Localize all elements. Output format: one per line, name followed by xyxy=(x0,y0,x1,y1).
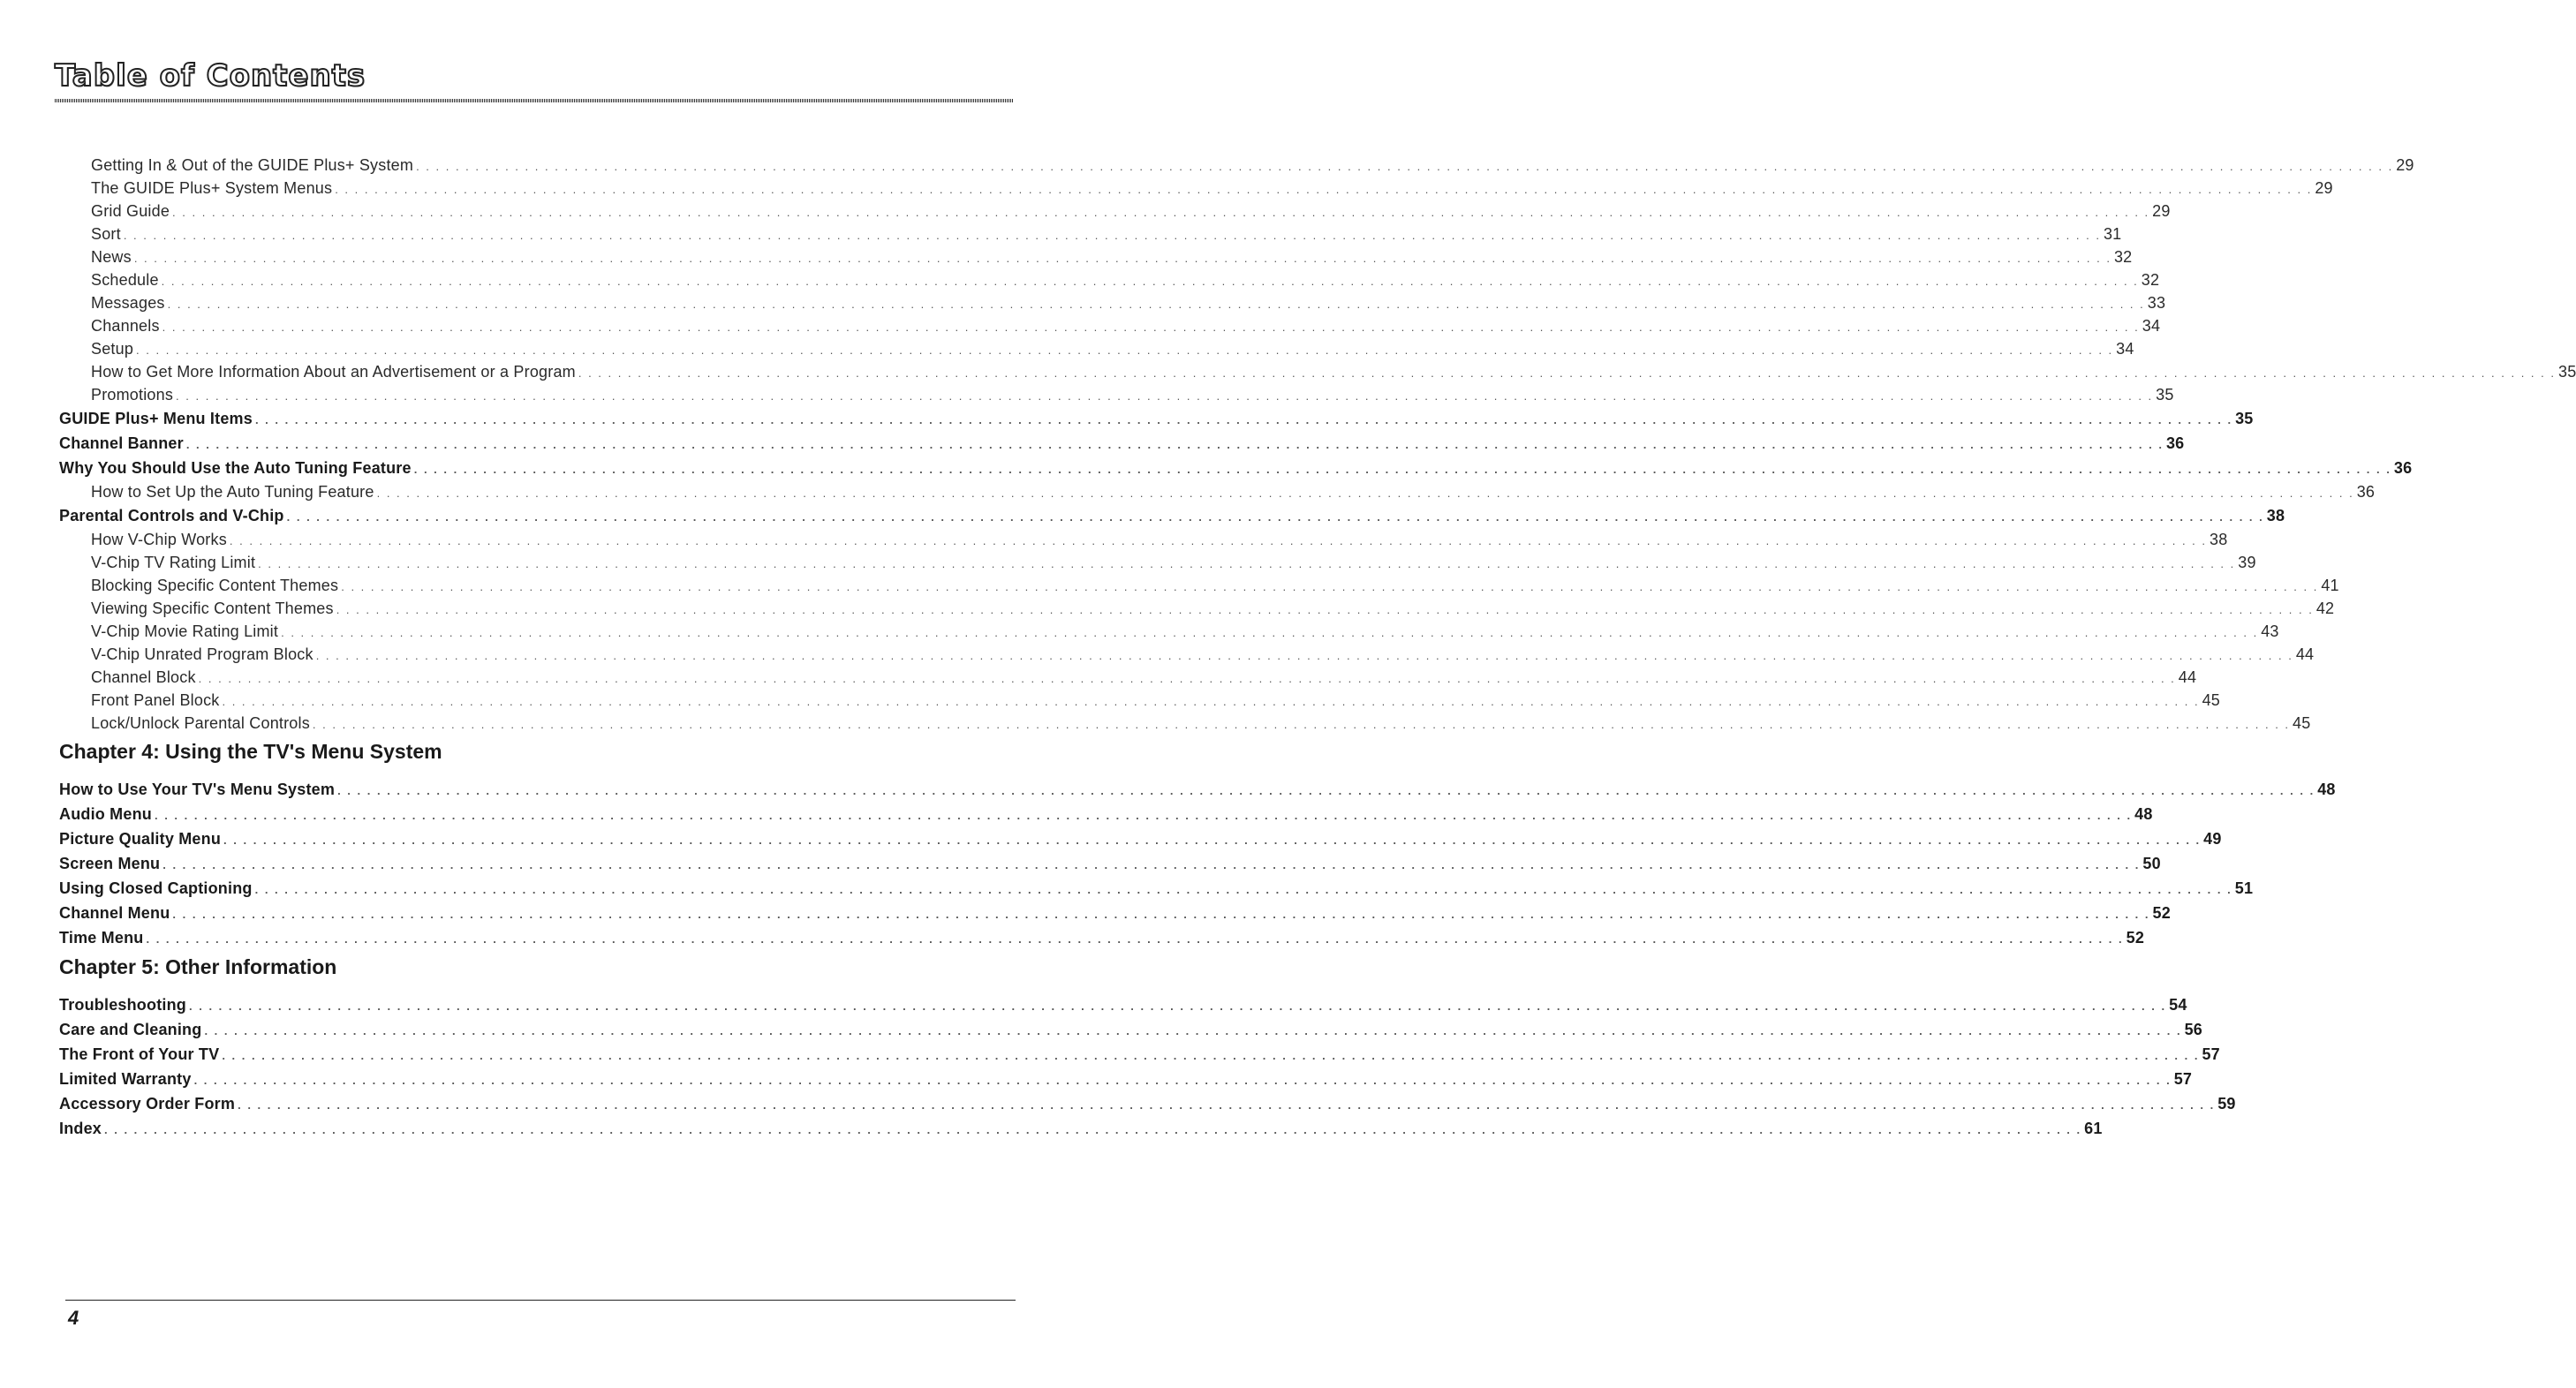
title-divider xyxy=(55,99,1013,102)
toc-entry-page: 43 xyxy=(2261,622,2279,640)
toc-entry-page: 32 xyxy=(2141,271,2160,289)
dot-leader: . . . . . . . . . . . . . . . . . . . . . . . . . . . . . . . . . . . . . . . . . . . . . . . . . . . . . . . . . . . . . . . . . . . . . . . . . . . . . . . . . . . . . . . . . . . . . . . . . . . . . . . . . . . . . . . . . . . . . . . . . . . . . . . . . . . . . . . . . . . . . . . . . . . . . . . . . . . . . . . . . . . . . . . . . . . . . . . . . . . . . . . . . . . . . . . . . . . . . . . . xyxy=(258,557,2236,570)
toc-entry-label: Grid Guide xyxy=(91,202,170,220)
toc-entry-label: Schedule xyxy=(91,271,159,289)
toc-entry-label: How to Get More Information About an Advertisement or a Program xyxy=(91,363,576,381)
toc-entry[interactable] xyxy=(59,1067,2193,1091)
toc-entry[interactable] xyxy=(59,154,2414,177)
toc-entry[interactable] xyxy=(59,456,2413,480)
page-title: Table of Contents xyxy=(55,58,366,94)
dot-leader: . . . . . . . . . . . . . . . . . . . . . . . . . . . . . . . . . . . . . . . . . . . . . . . . . . . . . . . . . . . . . . . . . . . . . . . . . . . . . . . . . . . . . . . . . . . . . . . . . . . . . . . . . . . . . . . . . . . . . . . . . . . . . . . . . . . . . . . . . . . . . . . . . . . . . . . . . . . . . . . . . . . . . . . . . . . . . . . . . . . . . . . . . . . . . . . . . . . . . . . . xyxy=(176,389,2154,403)
toc-entry-label: Messages xyxy=(91,294,165,312)
toc-entry-label: Sort xyxy=(91,225,121,243)
toc-entry-page: 35 xyxy=(2557,363,2576,381)
dot-leader: . . . . . . . . . . . . . . . . . . . . . . . . . . . . . . . . . . . . . . . . . . . . . . . . . . . . . . . . . . . . . . . . . . . . . . . . . . . . . . . . . . . . . . . . . . . . . . . . . . . . . . . . . . . . . . . . . . . . . . . . . . . . . . . . . . . . . . . . . . . . . . . . . . . . . . . . . . . . . . . . . . . . . . . . . . . . . . . . . . . . . . . . . . . . . . . . . . . . . . . . xyxy=(341,580,2319,593)
toc-entry-page: 38 xyxy=(2266,507,2285,524)
toc-entry-label: Accessory Order Form xyxy=(59,1095,236,1113)
toc-entry-label: News xyxy=(91,248,132,266)
chapter-heading: Chapter 4: Using the TV's Menu System xyxy=(59,740,442,763)
toc-entry-label: V-Chip Unrated Program Block xyxy=(91,645,314,663)
dot-leader: . . . . . . . . . . . . . . . . . . . . . . . . . . . . . . . . . . . . . . . . . . . . . . . . . . . . . . . . . . . . . . . . . . . . . . . . . . . . . . . . . . . . . . . . . . . . . . . . . . . . . . . . . . . . . . . . . . . . . . . . . . . . . . . . . . . . . . . . . . . . . . . . . . . . . . . . . . . . . . . . . . . . . . . . . . . . . . . . . . . . . . . . . . . . . . . . . . . . . . . . xyxy=(198,672,2176,685)
toc-entry-label: V-Chip TV Rating Limit xyxy=(91,554,256,571)
dot-leader: . . . . . . . . . . . . . . . . . . . . . . . . . . . . . . . . . . . . . . . . . . . . . . . . . . . . . . . . . . . . . . . . . . . . . . . . . . . . . . . . . . . . . . . . . . . . . . . . . . . . . . . . . . . . . . . . . . . . . . . . . . . . . . . . . . . . . . . . . . . . . . . . . . . . . . . . . . . . . . . . . . . . . . . . . . . . . . . . . . . . . . . . . . . . . . . . . . . . . . . . xyxy=(238,1098,2216,1112)
toc-entry[interactable] xyxy=(59,200,2171,223)
dot-leader: . . . . . . . . . . . . . . . . . . . . . . . . . . . . . . . . . . . . . . . . . . . . . . . . . . . . . . . . . . . . . . . . . . . . . . . . . . . . . . . . . . . . . . . . . . . . . . . . . . . . . . . . . . . . . . . . . . . . . . . . . . . . . . . . . . . . . . . . . . . . . . . . . . . . . . . . . . . . . . . . . . . . . . . . . . . . . . . . . . . . . . . . . . . . . . . . . . . . . . . . xyxy=(376,487,2354,500)
toc-entry[interactable] xyxy=(59,777,2336,802)
toc-entry-page: 49 xyxy=(2203,830,2222,848)
toc-entry-page: 31 xyxy=(2103,225,2122,243)
toc-entry-label: GUIDE Plus+ Menu Items xyxy=(59,410,253,427)
toc-entry-page: 51 xyxy=(2234,879,2254,897)
toc-entry-label: How to Use Your TV's Menu System xyxy=(59,781,336,798)
toc-entry-label: Front Panel Block xyxy=(91,691,220,709)
dot-leader: . . . . . . . . . . . . . . . . . . . . . . . . . . . . . . . . . . . . . . . . . . . . . . . . . . . . . . . . . . . . . . . . . . . . . . . . . . . . . . . . . . . . . . . . . . . . . . . . . . . . . . . . . . . . . . . . . . . . . . . . . . . . . . . . . . . . . . . . . . . . . . . . . . . . . . . . . . . . . . . . . . . . . . . . . . . . . . . . . . . . . . . . . . . . . . . . . . . . . . . . xyxy=(162,321,2140,334)
toc-entry-page: 45 xyxy=(2202,691,2221,709)
toc-entry[interactable] xyxy=(59,689,2221,712)
toc-entry[interactable] xyxy=(59,992,2187,1017)
toc-entry-page: 52 xyxy=(2152,904,2171,922)
toc-entry[interactable] xyxy=(59,383,2174,406)
toc-entry-label: The Front of Your TV xyxy=(59,1045,220,1063)
toc-entry[interactable] xyxy=(59,291,2166,314)
toc-entry-label: Blocking Specific Content Themes xyxy=(91,577,339,594)
toc-entry-label: Care and Cleaning xyxy=(59,1021,202,1038)
toc-entry-label: Time Menu xyxy=(59,929,144,947)
toc-entry-label: Channel Menu xyxy=(59,904,170,922)
toc-entry[interactable] xyxy=(59,901,2171,925)
toc-entry-label: The GUIDE Plus+ System Menus xyxy=(91,179,333,197)
toc-entry[interactable] xyxy=(59,406,2254,431)
dot-leader: . . . . . . . . . . . . . . . . . . . . . . . . . . . . . . . . . . . . . . . . . . . . . . . . . . . . . . . . . . . . . . . . . . . . . . . . . . . . . . . . . . . . . . . . . . . . . . . . . . . . . . . . . . . . . . . . . . . . . . . . . . . . . . . . . . . . . . . . . . . . . . . . . . . . . . . . . . . . . . . . . . . . . . . . . . . . . . . . . . . . . . . . . . . . . . . . . . . . . . . . xyxy=(337,784,2315,797)
toc-entry[interactable] xyxy=(59,643,2315,666)
toc-entry[interactable] xyxy=(59,431,2185,456)
dot-leader: . . . . . . . . . . . . . . . . . . . . . . . . . . . . . . . . . . . . . . . . . . . . . . . . . . . . . . . . . . . . . . . . . . . . . . . . . . . . . . . . . . . . . . . . . . . . . . . . . . . . . . . . . . . . . . . . . . . . . . . . . . . . . . . . . . . . . . . . . . . . . . . . . . . . . . . . . . . . . . . . . . . . . . . . . . . . . . . . . . . . . . . . . . . . . . . . . . . . . . . . xyxy=(189,1000,2167,1013)
toc-entry[interactable] xyxy=(59,851,2161,876)
toc-entry-page: 39 xyxy=(2238,554,2256,571)
dot-leader: . . . . . . . . . . . . . . . . . . . . . . . . . . . . . . . . . . . . . . . . . . . . . . . . . . . . . . . . . . . . . . . . . . . . . . . . . . . . . . . . . . . . . . . . . . . . . . . . . . . . . . . . . . . . . . . . . . . . . . . . . . . . . . . . . . . . . . . . . . . . . . . . . . . . . . . . . . . . . . . . . . . . . . . . . . . . . . . . . . . . . . . . . . . . . . . . . . . . . . . . xyxy=(312,718,2291,731)
toc-entry-label: Limited Warranty xyxy=(59,1070,192,1088)
toc-entry-label: V-Chip Movie Rating Limit xyxy=(91,622,279,640)
toc-entry-page: 33 xyxy=(2147,294,2166,312)
dot-leader: . . . . . . . . . . . . . . . . . . . . . . . . . . . . . . . . . . . . . . . . . . . . . . . . . . . . . . . . . . . . . . . . . . . . . . . . . . . . . . . . . . . . . . . . . . . . . . . . . . . . . . . . . . . . . . . . . . . . . . . . . . . . . . . . . . . . . . . . . . . . . . . . . . . . . . . . . . . . . . . . . . . . . . . . . . . . . . . . . . . . . . . . . . . . . . . . . . . . . . . . xyxy=(136,343,2114,357)
toc-entry-label: Channel Block xyxy=(91,668,196,686)
dot-leader: . . . . . . . . . . . . . . . . . . . . . . . . . . . . . . . . . . . . . . . . . . . . . . . . . . . . . . . . . . . . . . . . . . . . . . . . . . . . . . . . . . . . . . . . . . . . . . . . . . . . . . . . . . . . . . . . . . . . . . . . . . . . . . . . . . . . . . . . . . . . . . . . . . . . . . . . . . . . . . . . . . . . . . . . . . . . . . . . . . . . . . . . . . . . . . . . . . . . . . . . xyxy=(146,932,2124,946)
toc-entry-page: 29 xyxy=(2152,202,2171,220)
toc-entry-label: Lock/Unlock Parental Controls xyxy=(91,714,310,732)
toc-entry-page: 57 xyxy=(2202,1045,2220,1063)
dot-leader: . . . . . . . . . . . . . . . . . . . . . . . . . . . . . . . . . . . . . . . . . . . . . . . . . . . . . . . . . . . . . . . . . . . . . . . . . . . . . . . . . . . . . . . . . . . . . . . . . . . . . . . . . . . . . . . . . . . . . . . . . . . . . . . . . . . . . . . . . . . . . . . . . . . . . . . . . . . . . . . . . . . . . . . . . . . . . . . . . . . . . . . . . . . . . . . . . . . . . . . . xyxy=(286,510,2264,524)
toc-entry[interactable] xyxy=(59,574,2339,597)
dot-leader: . . . . . . . . . . . . . . . . . . . . . . . . . . . . . . . . . . . . . . . . . . . . . . . . . . . . . . . . . . . . . . . . . . . . . . . . . . . . . . . . . . . . . . . . . . . . . . . . . . . . . . . . . . . . . . . . . . . . . . . . . . . . . . . . . . . . . . . . . . . . . . . . . . . . . . . . . . . . . . . . . . . . . . . . . . . . . . . . . . . . . . . . . . . . . . . . . . . . . . . . xyxy=(335,183,2313,196)
chapter-heading: Chapter 5: Other Information xyxy=(59,955,337,978)
dot-leader: . . . . . . . . . . . . . . . . . . . . . . . . . . . . . . . . . . . . . . . . . . . . . . . . . . . . . . . . . . . . . . . . . . . . . . . . . . . . . . . . . . . . . . . . . . . . . . . . . . . . . . . . . . . . . . . . . . . . . . . . . . . . . . . . . . . . . . . . . . . . . . . . . . . . . . . . . . . . . . . . . . . . . . . . . . . . . . . . . . . . . . . . . . . . . . . . . . . . . . . . xyxy=(123,229,2101,242)
toc-entry-label: Screen Menu xyxy=(59,855,161,872)
dot-leader: . . . . . . . . . . . . . . . . . . . . . . . . . . . . . . . . . . . . . . . . . . . . . . . . . . . . . . . . . . . . . . . . . . . . . . . . . . . . . . . . . . . . . . . . . . . . . . . . . . . . . . . . . . . . . . . . . . . . . . . . . . . . . . . . . . . . . . . . . . . . . . . . . . . . . . . . . . . . . . . . . . . . . . . . . . . . . . . . . . . . . . . . . . . . . . . . . . . . . . . . xyxy=(254,413,2233,426)
dot-leader: . . . . . . . . . . . . . . . . . . . . . . . . . . . . . . . . . . . . . . . . . . . . . . . . . . . . . . . . . . . . . . . . . . . . . . . . . . . . . . . . . . . . . . . . . . . . . . . . . . . . . . . . . . . . . . . . . . . . . . . . . . . . . . . . . . . . . . . . . . . . . . . . . . . . . . . . . . . . . . . . . . . . . . . . . . . . . . . . . . . . . . . . . . . . . . . . . . . . . . . . xyxy=(578,366,2556,380)
toc-entry[interactable] xyxy=(59,1042,2220,1067)
toc-entry[interactable] xyxy=(59,1091,2236,1116)
toc-entry-label: Using Closed Captioning xyxy=(59,879,253,897)
dot-leader: . . . . . . . . . . . . . . . . . . . . . . . . . . . . . . . . . . . . . . . . . . . . . . . . . . . . . . . . . . . . . . . . . . . . . . . . . . . . . . . . . . . . . . . . . . . . . . . . . . . . . . . . . . . . . . . . . . . . . . . . . . . . . . . . . . . . . . . . . . . . . . . . . . . . . . . . . . . . . . . . . . . . . . . . . . . . . . . . . . . . . . . . . . . . . . . . . . . . . . . . xyxy=(162,858,2141,871)
dot-leader: . . . . . . . . . . . . . . . . . . . . . . . . . . . . . . . . . . . . . . . . . . . . . . . . . . . . . . . . . . . . . . . . . . . . . . . . . . . . . . . . . . . . . . . . . . . . . . . . . . . . . . . . . . . . . . . . . . . . . . . . . . . . . . . . . . . . . . . . . . . . . . . . . . . . . . . . . . . . . . . . . . . . . . . . . . . . . . . . . . . . . . . . . . . . . . . . . . . . . . . . xyxy=(229,534,2208,547)
dot-leader: . . . . . . . . . . . . . . . . . . . . . . . . . . . . . . . . . . . . . . . . . . . . . . . . . . . . . . . . . . . . . . . . . . . . . . . . . . . . . . . . . . . . . . . . . . . . . . . . . . . . . . . . . . . . . . . . . . . . . . . . . . . . . . . . . . . . . . . . . . . . . . . . . . . . . . . . . . . . . . . . . . . . . . . . . . . . . . . . . . . . . . . . . . . . . . . . . . . . . . . . xyxy=(204,1024,2182,1037)
toc-entry[interactable] xyxy=(59,503,2285,528)
toc-entry-label: Why You Should Use the Auto Tuning Feature xyxy=(59,459,412,477)
toc-entry-label: Parental Controls and V-Chip xyxy=(59,507,284,524)
toc-entry[interactable] xyxy=(59,268,2160,291)
dot-leader: . . . . . . . . . . . . . . . . . . . . . . . . . . . . . . . . . . . . . . . . . . . . . . . . . . . . . . . . . . . . . . . . . . . . . . . . . . . . . . . . . . . . . . . . . . . . . . . . . . . . . . . . . . . . . . . . . . . . . . . . . . . . . . . . . . . . . . . . . . . . . . . . . . . . . . . . . . . . . . . . . . . . . . . . . . . . . . . . . . . . . . . . . . . . . . . . . . . . . . . . xyxy=(222,695,2200,708)
toc-entry[interactable] xyxy=(59,802,2153,826)
toc-entry[interactable] xyxy=(59,314,2161,337)
toc-entry-label: Troubleshooting xyxy=(59,996,186,1014)
toc-entry-label: How to Set Up the Auto Tuning Feature xyxy=(91,483,374,501)
dot-leader: . . . . . . . . . . . . . . . . . . . . . . . . . . . . . . . . . . . . . . . . . . . . . . . . . . . . . . . . . . . . . . . . . . . . . . . . . . . . . . . . . . . . . . . . . . . . . . . . . . . . . . . . . . . . . . . . . . . . . . . . . . . . . . . . . . . . . . . . . . . . . . . . . . . . . . . . . . . . . . . . . . . . . . . . . . . . . . . . . . . . . . . . . . . . . . . . . . . . . . . . xyxy=(172,908,2150,921)
toc-entry-page: 36 xyxy=(2165,434,2185,452)
toc-entry-label: How V-Chip Works xyxy=(91,531,227,548)
table-of-contents xyxy=(59,154,2576,1141)
toc-entry-page: 29 xyxy=(2396,156,2414,174)
toc-entry-page: 48 xyxy=(2134,805,2153,823)
toc-entry-page: 34 xyxy=(2142,317,2161,335)
dot-leader: . . . . . . . . . . . . . . . . . . . . . . . . . . . . . . . . . . . . . . . . . . . . . . . . . . . . . . . . . . . . . . . . . . . . . . . . . . . . . . . . . . . . . . . . . . . . . . . . . . . . . . . . . . . . . . . . . . . . . . . . . . . . . . . . . . . . . . . . . . . . . . . . . . . . . . . . . . . . . . . . . . . . . . . . . . . . . . . . . . . . . . . . . . . . . . . . . . . . . . . . xyxy=(167,298,2145,311)
toc-entry[interactable] xyxy=(59,177,2333,200)
dot-leader: . . . . . . . . . . . . . . . . . . . . . . . . . . . . . . . . . . . . . . . . . . . . . . . . . . . . . . . . . . . . . . . . . . . . . . . . . . . . . . . . . . . . . . . . . . . . . . . . . . . . . . . . . . . . . . . . . . . . . . . . . . . . . . . . . . . . . . . . . . . . . . . . . . . . . . . . . . . . . . . . . . . . . . . . . . . . . . . . . . . . . . . . . . . . . . . . . . . . . . . . xyxy=(223,834,2202,847)
toc-entry[interactable] xyxy=(59,360,2576,383)
toc-entry-page: 35 xyxy=(2156,386,2174,404)
toc-entry-page: 57 xyxy=(2173,1070,2193,1088)
toc-entry[interactable] xyxy=(59,480,2376,503)
dot-leader: . . . . . . . . . . . . . . . . . . . . . . . . . . . . . . . . . . . . . . . . . . . . . . . . . . . . . . . . . . . . . . . . . . . . . . . . . . . . . . . . . . . . . . . . . . . . . . . . . . . . . . . . . . . . . . . . . . . . . . . . . . . . . . . . . . . . . . . . . . . . . . . . . . . . . . . . . . . . . . . . . . . . . . . . . . . . . . . . . . . . . . . . . . . . . . . . . . . . . . . . xyxy=(413,463,2391,476)
toc-entry-page: 48 xyxy=(2317,781,2336,798)
toc-entry-label: Channels xyxy=(91,317,160,335)
dot-leader: . . . . . . . . . . . . . . . . . . . . . . . . . . . . . . . . . . . . . . . . . . . . . . . . . . . . . . . . . . . . . . . . . . . . . . . . . . . . . . . . . . . . . . . . . . . . . . . . . . . . . . . . . . . . . . . . . . . . . . . . . . . . . . . . . . . . . . . . . . . . . . . . . . . . . . . . . . . . . . . . . . . . . . . . . . . . . . . . . . . . . . . . . . . . . . . . . . . . . . . . xyxy=(254,883,2232,896)
toc-entry[interactable] xyxy=(59,925,2145,950)
toc-entry-page: 36 xyxy=(2393,459,2413,477)
dot-leader: . . . . . . . . . . . . . . . . . . . . . . . . . . . . . . . . . . . . . . . . . . . . . . . . . . . . . . . . . . . . . . . . . . . . . . . . . . . . . . . . . . . . . . . . . . . . . . . . . . . . . . . . . . . . . . . . . . . . . . . . . . . . . . . . . . . . . . . . . . . . . . . . . . . . . . . . . . . . . . . . . . . . . . . . . . . . . . . . . . . . . . . . . . . . . . . . . . . . . . . . xyxy=(222,1049,2200,1062)
footer-divider xyxy=(65,1300,1016,1301)
toc-entry-page: 36 xyxy=(2356,483,2376,501)
toc-entry-page: 52 xyxy=(2126,929,2145,947)
dot-leader: . . . . . . . . . . . . . . . . . . . . . . . . . . . . . . . . . . . . . . . . . . . . . . . . . . . . . . . . . . . . . . . . . . . . . . . . . . . . . . . . . . . . . . . . . . . . . . . . . . . . . . . . . . . . . . . . . . . . . . . . . . . . . . . . . . . . . . . . . . . . . . . . . . . . . . . . . . . . . . . . . . . . . . . . . . . . . . . . . . . . . . . . . . . . . . . . . . . . . . . . xyxy=(185,438,2164,451)
toc-entry[interactable] xyxy=(59,826,2222,851)
toc-entry[interactable] xyxy=(59,620,2279,643)
toc-entry-page: 44 xyxy=(2178,668,2197,686)
dot-leader: . . . . . . . . . . . . . . . . . . . . . . . . . . . . . . . . . . . . . . . . . . . . . . . . . . . . . . . . . . . . . . . . . . . . . . . . . . . . . . . . . . . . . . . . . . . . . . . . . . . . . . . . . . . . . . . . . . . . . . . . . . . . . . . . . . . . . . . . . . . . . . . . . . . . . . . . . . . . . . . . . . . . . . . . . . . . . . . . . . . . . . . . . . . . . . . . . . . . . . . . xyxy=(416,160,2394,173)
toc-entry[interactable] xyxy=(59,337,2134,360)
toc-entry-page: 44 xyxy=(2295,645,2315,663)
toc-entry-label: Setup xyxy=(91,340,134,358)
toc-entry[interactable] xyxy=(59,528,2228,551)
dot-leader: . . . . . . . . . . . . . . . . . . . . . . . . . . . . . . . . . . . . . . . . . . . . . . . . . . . . . . . . . . . . . . . . . . . . . . . . . . . . . . . . . . . . . . . . . . . . . . . . . . . . . . . . . . . . . . . . . . . . . . . . . . . . . . . . . . . . . . . . . . . . . . . . . . . . . . . . . . . . . . . . . . . . . . . . . . . . . . . . . . . . . . . . . . . . . . . . . . . . . . . . xyxy=(154,809,2133,822)
toc-entry[interactable] xyxy=(59,876,2254,901)
toc-entry-page: 56 xyxy=(2184,1021,2202,1038)
toc-entry[interactable] xyxy=(59,1017,2202,1042)
toc-entry-label: Picture Quality Menu xyxy=(59,830,222,848)
dot-leader: . . . . . . . . . . . . . . . . . . . . . . . . . . . . . . . . . . . . . . . . . . . . . . . . . . . . . . . . . . . . . . . . . . . . . . . . . . . . . . . . . . . . . . . . . . . . . . . . . . . . . . . . . . . . . . . . . . . . . . . . . . . . . . . . . . . . . . . . . . . . . . . . . . . . . . . . . . . . . . . . . . . . . . . . . . . . . . . . . . . . . . . . . . . . . . . . . . . . . . . . xyxy=(104,1123,2082,1136)
toc-entry-page: 41 xyxy=(2321,577,2339,594)
dot-leader: . . . . . . . . . . . . . . . . . . . . . . . . . . . . . . . . . . . . . . . . . . . . . . . . . . . . . . . . . . . . . . . . . . . . . . . . . . . . . . . . . . . . . . . . . . . . . . . . . . . . . . . . . . . . . . . . . . . . . . . . . . . . . . . . . . . . . . . . . . . . . . . . . . . . . . . . . . . . . . . . . . . . . . . . . . . . . . . . . . . . . . . . . . . . . . . . . . . . . . . . xyxy=(161,275,2139,288)
toc-entry-page: 61 xyxy=(2084,1120,2103,1137)
page-number: 4 xyxy=(68,1307,79,1329)
toc-entry-label: Viewing Specific Content Themes xyxy=(91,600,334,617)
toc-entry[interactable] xyxy=(59,551,2256,574)
toc-entry[interactable] xyxy=(59,223,2122,245)
toc-entry-page: 45 xyxy=(2293,714,2311,732)
toc-entry[interactable] xyxy=(59,712,2311,735)
toc-entry-label: Audio Menu xyxy=(59,805,152,823)
toc-entry-page: 59 xyxy=(2217,1095,2236,1113)
dot-leader: . . . . . . . . . . . . . . . . . . . . . . . . . . . . . . . . . . . . . . . . . . . . . . . . . . . . . . . . . . . . . . . . . . . . . . . . . . . . . . . . . . . . . . . . . . . . . . . . . . . . . . . . . . . . . . . . . . . . . . . . . . . . . . . . . . . . . . . . . . . . . . . . . . . . . . . . . . . . . . . . . . . . . . . . . . . . . . . . . . . . . . . . . . . . . . . . . . . . . . . . xyxy=(336,603,2314,616)
toc-entry[interactable] xyxy=(59,597,2335,620)
dot-leader: . . . . . . . . . . . . . . . . . . . . . . . . . . . . . . . . . . . . . . . . . . . . . . . . . . . . . . . . . . . . . . . . . . . . . . . . . . . . . . . . . . . . . . . . . . . . . . . . . . . . . . . . . . . . . . . . . . . . . . . . . . . . . . . . . . . . . . . . . . . . . . . . . . . . . . . . . . . . . . . . . . . . . . . . . . . . . . . . . . . . . . . . . . . . . . . . . . . . . . . . xyxy=(281,626,2259,639)
toc-entry-label: Promotions xyxy=(91,386,174,404)
dot-leader: . . . . . . . . . . . . . . . . . . . . . . . . . . . . . . . . . . . . . . . . . . . . . . . . . . . . . . . . . . . . . . . . . . . . . . . . . . . . . . . . . . . . . . . . . . . . . . . . . . . . . . . . . . . . . . . . . . . . . . . . . . . . . . . . . . . . . . . . . . . . . . . . . . . . . . . . . . . . . . . . . . . . . . . . . . . . . . . . . . . . . . . . . . . . . . . . . . . . . . . . xyxy=(193,1074,2172,1087)
dot-leader: . . . . . . . . . . . . . . . . . . . . . . . . . . . . . . . . . . . . . . . . . . . . . . . . . . . . . . . . . . . . . . . . . . . . . . . . . . . . . . . . . . . . . . . . . . . . . . . . . . . . . . . . . . . . . . . . . . . . . . . . . . . . . . . . . . . . . . . . . . . . . . . . . . . . . . . . . . . . . . . . . . . . . . . . . . . . . . . . . . . . . . . . . . . . . . . . . . . . . . . . xyxy=(315,649,2293,662)
toc-entry-label: Channel Banner xyxy=(59,434,184,452)
dot-leader: . . . . . . . . . . . . . . . . . . . . . . . . . . . . . . . . . . . . . . . . . . . . . . . . . . . . . . . . . . . . . . . . . . . . . . . . . . . . . . . . . . . . . . . . . . . . . . . . . . . . . . . . . . . . . . . . . . . . . . . . . . . . . . . . . . . . . . . . . . . . . . . . . . . . . . . . . . . . . . . . . . . . . . . . . . . . . . . . . . . . . . . . . . . . . . . . . . . . . . . . xyxy=(172,206,2150,219)
toc-entry-page: 50 xyxy=(2142,855,2161,872)
toc-entry-label: Index xyxy=(59,1120,102,1137)
dot-leader: . . . . . . . . . . . . . . . . . . . . . . . . . . . . . . . . . . . . . . . . . . . . . . . . . . . . . . . . . . . . . . . . . . . . . . . . . . . . . . . . . . . . . . . . . . . . . . . . . . . . . . . . . . . . . . . . . . . . . . . . . . . . . . . . . . . . . . . . . . . . . . . . . . . . . . . . . . . . . . . . . . . . . . . . . . . . . . . . . . . . . . . . . . . . . . . . . . . . . . . . xyxy=(133,252,2111,265)
toc-entry-page: 38 xyxy=(2210,531,2228,548)
toc-entry-page: 42 xyxy=(2315,600,2335,617)
toc-entry-page: 35 xyxy=(2235,410,2254,427)
toc-entry-page: 29 xyxy=(2315,179,2333,197)
toc-entry-page: 34 xyxy=(2116,340,2134,358)
toc-entry-page: 54 xyxy=(2169,996,2187,1014)
toc-entry[interactable] xyxy=(59,245,2133,268)
toc-entry[interactable] xyxy=(59,1116,2103,1141)
toc-entry-label: Getting In & Out of the GUIDE Plus+ System xyxy=(91,156,414,174)
toc-entry[interactable] xyxy=(59,666,2197,689)
toc-entry-page: 32 xyxy=(2113,248,2133,266)
